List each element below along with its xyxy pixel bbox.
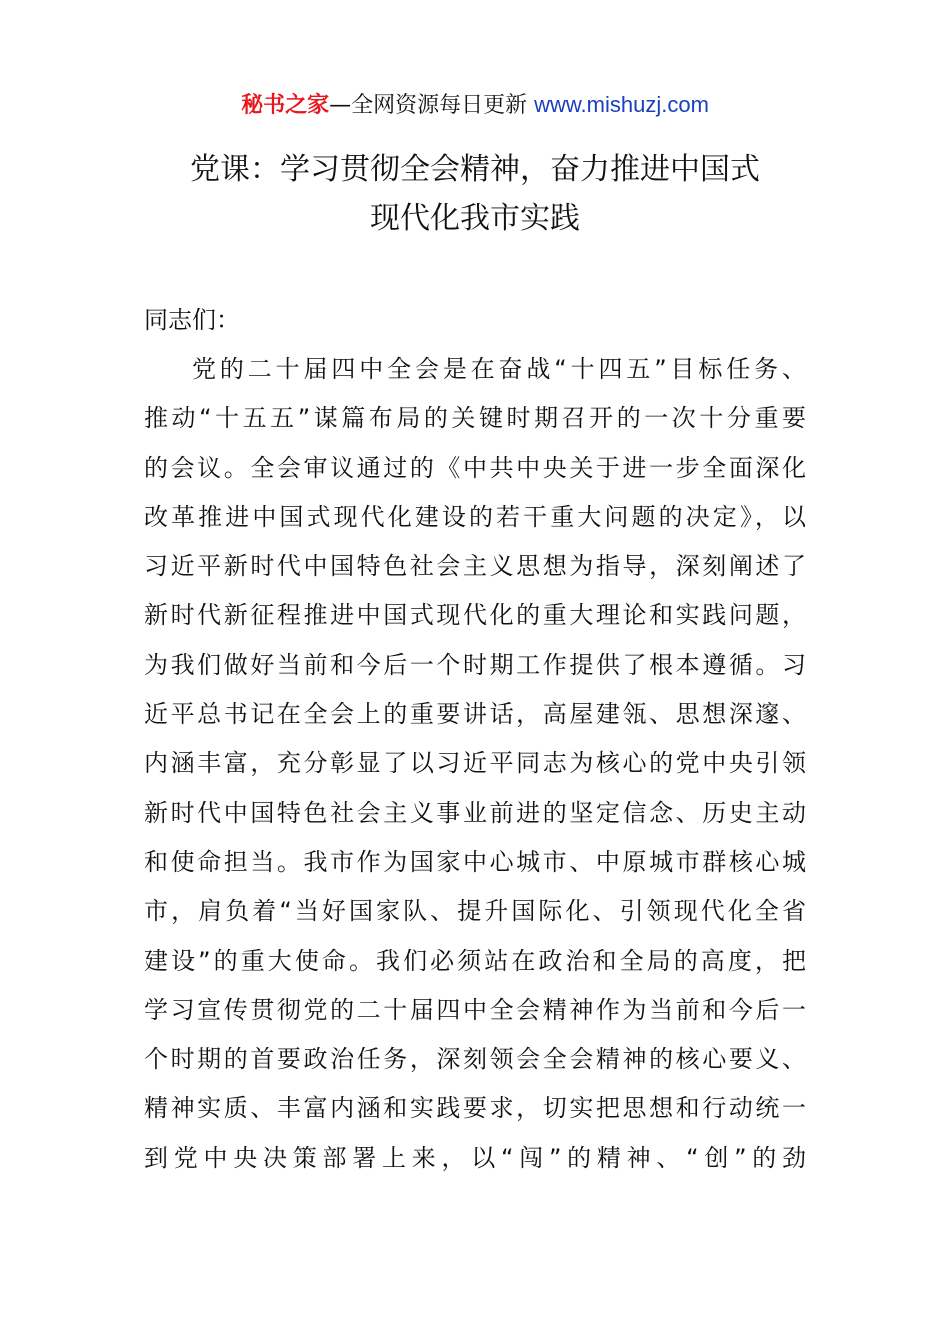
paragraph-line: 市，肩负着“当好国家队、提升国际化、引领现代化全省 — [144, 897, 806, 926]
site-header — [0, 88, 950, 123]
paragraph-line: 建设”的重大使命。我们必须站在政治和全局的高度，把 — [144, 946, 806, 975]
title-line-1: 党课：学习贯彻全会精神，奋力推进中国式 — [190, 152, 760, 187]
paragraph-line: 近平总书记在全会上的重要讲话，高屋建瓴、思想深邃、 — [144, 700, 806, 729]
paragraph-line: 学习宣传贯彻党的二十届四中全会精神作为当前和今后一 — [144, 995, 806, 1024]
paragraph-line: 和使命担当。我市作为国家中心城市、中原城市群核心城 — [144, 847, 806, 876]
paragraph-line: 到党中央决策部署上来，以“闯”的精神、“创”的劲 — [144, 1143, 806, 1172]
paragraph-line: 内涵丰富，充分彰显了以习近平同志为核心的党中央引领 — [144, 749, 806, 778]
paragraph-line: 习近平新时代中国特色社会主义思想为指导，深刻阐述了 — [144, 552, 806, 581]
document-body — [144, 296, 806, 1183]
site-tagline: —全网资源每日更新 — [329, 93, 528, 118]
paragraph-line: 新时代新征程推进中国式现代化的重大理论和实践问题， — [144, 601, 806, 630]
paragraph-line: 个时期的首要政治任务，深刻领会全会精神的核心要义、 — [144, 1045, 806, 1074]
salutation: 同志们： — [144, 306, 240, 334]
site-url[interactable]: www.mishuzj.com — [534, 92, 709, 117]
paragraph-line: 改革推进中国式现代化建设的若干重大问题的决定》，以 — [144, 502, 806, 531]
paragraph-line: 精神实质、丰富内涵和实践要求，切实把思想和行动统一 — [144, 1094, 806, 1123]
document-title — [0, 145, 950, 243]
paragraph-line: 党的二十届四中全会是在奋战“十四五”目标任务、 — [192, 355, 806, 383]
body-paragraph — [144, 345, 806, 1183]
brand-name: 秘书之家 — [241, 93, 330, 118]
paragraph-line: 为我们做好当前和今后一个时期工作提供了根本遵循。习 — [144, 650, 806, 679]
paragraph-line: 新时代中国特色社会主义事业前进的坚定信念、历史主动 — [144, 798, 806, 827]
title-line-2: 现代化我市实践 — [370, 201, 580, 236]
paragraph-line: 的会议。全会审议通过的《中共中央关于进一步全面深化 — [144, 453, 806, 482]
paragraph-line: 推动“十五五”谋篇布局的关键时期召开的一次十分重要 — [144, 404, 806, 433]
